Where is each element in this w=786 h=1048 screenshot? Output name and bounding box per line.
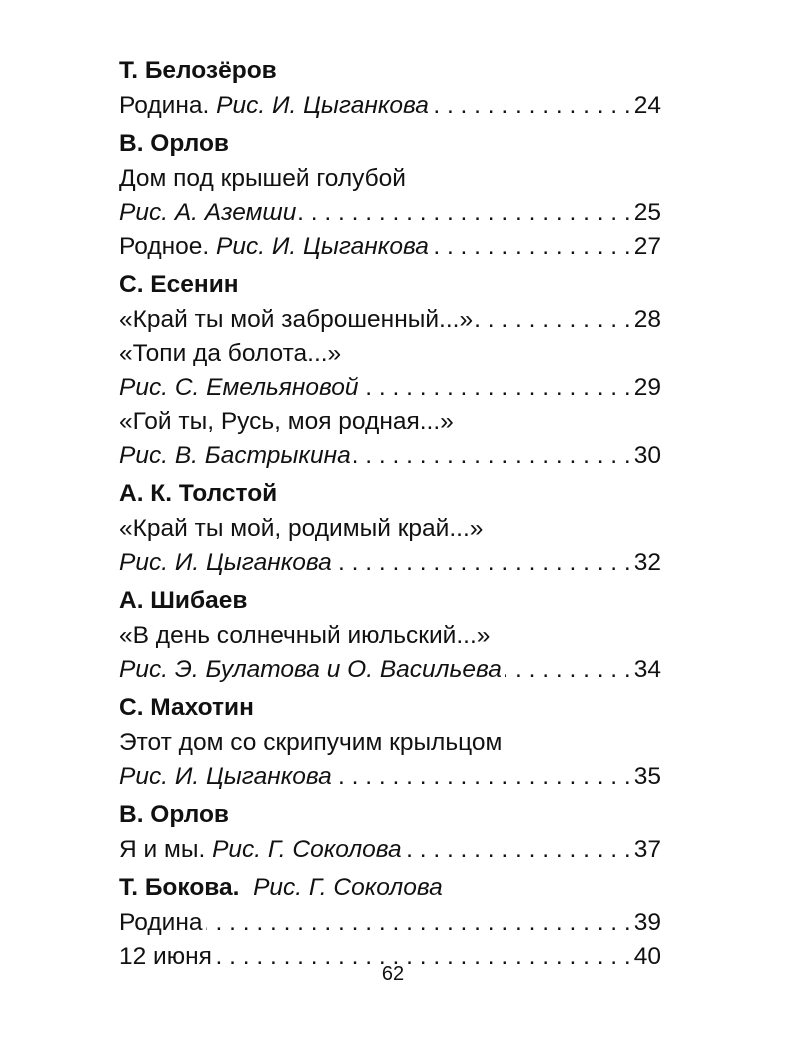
dot-leader <box>299 196 630 230</box>
toc-line[interactable] <box>119 89 661 123</box>
page-ref: 28 <box>633 306 661 333</box>
page-ref: 39 <box>633 909 661 936</box>
dot-leader <box>505 653 631 687</box>
dot-leader <box>432 89 631 123</box>
toc-line[interactable] <box>119 726 661 760</box>
poem-title: «Топи да болота...» <box>119 340 342 367</box>
dot-leader <box>476 303 631 337</box>
illustrator: Рис. Г. Соколова <box>253 874 443 901</box>
poem-title: «Край ты мой заброшенный...» <box>119 306 474 333</box>
author-heading: Т. Бокова. Рис. Г. Соколова <box>119 874 443 901</box>
illustrator: Рис. И. Цыганкова <box>216 92 429 119</box>
toc-line[interactable] <box>119 162 661 196</box>
toc-line[interactable] <box>119 196 661 230</box>
page-number: 62 <box>381 963 405 985</box>
dot-leader <box>335 760 631 794</box>
dot-leader <box>405 833 631 867</box>
toc-entry <box>119 584 661 687</box>
page-ref: 32 <box>633 549 661 576</box>
poem-title: Я и мы. <box>119 836 213 863</box>
illustrator: Рис. В. Бастрыкина <box>119 442 351 469</box>
author-name: С. Есенин <box>119 271 239 298</box>
toc-line[interactable] <box>119 371 661 405</box>
toc-entry <box>119 798 661 867</box>
illustrator: Рис. И. Цыганкова <box>119 549 332 576</box>
toc-line[interactable] <box>119 619 661 653</box>
toc-entry <box>119 871 661 974</box>
author-name: В. Орлов <box>119 801 229 828</box>
toc-line[interactable] <box>119 439 661 473</box>
author-name: А. К. Толстой <box>119 480 278 507</box>
author-name: С. Махотин <box>119 694 254 721</box>
toc-line[interactable] <box>119 906 661 940</box>
page-ref: 37 <box>633 836 661 863</box>
toc-line[interactable] <box>119 337 661 371</box>
toc-line[interactable] <box>119 512 661 546</box>
page-ref: 35 <box>633 763 661 790</box>
illustrator: Рис. А. Аземши <box>119 199 297 226</box>
page-ref: 40 <box>633 943 661 970</box>
toc-entry <box>119 127 661 264</box>
page-ref: 27 <box>633 233 661 260</box>
page-ref: 24 <box>633 92 661 119</box>
poem-title: «Гой ты, Русь, моя родная...» <box>119 408 454 435</box>
poem-title: Родина <box>119 909 203 936</box>
toc-line[interactable] <box>119 653 661 687</box>
poem-title: «В день солнечный июльский...» <box>119 622 491 649</box>
poem-title: Дом под крышей голубой <box>119 165 406 192</box>
poem-title: Этот дом со скрипучим крыльцом <box>119 729 503 756</box>
toc-entry <box>119 268 661 473</box>
toc-line[interactable] <box>119 230 661 264</box>
poem-title: Родина. <box>119 92 217 119</box>
dot-leader <box>354 439 631 473</box>
toc-line[interactable] <box>119 303 661 337</box>
toc-line[interactable] <box>119 405 661 439</box>
illustrator: Рис. И. Цыганкова <box>216 233 429 260</box>
dot-leader <box>362 371 631 405</box>
toc-entry <box>119 477 661 580</box>
page-ref: 29 <box>633 374 661 401</box>
toc-entry <box>119 54 661 123</box>
dot-leader <box>432 230 631 264</box>
poem-title: 12 июня <box>119 943 212 970</box>
dot-leader <box>335 546 631 580</box>
toc-line[interactable] <box>119 760 661 794</box>
author-name: В. Орлов <box>119 130 229 157</box>
illustrator: Рис. С. Емельяновой <box>119 374 359 401</box>
poem-title: Родное. <box>119 233 217 260</box>
illustrator: Рис. Г. Соколова <box>212 836 402 863</box>
illustrator: Рис. Э. Булатова и О. Васильева <box>119 656 502 683</box>
page-ref: 30 <box>633 442 661 469</box>
page-ref: 25 <box>633 199 661 226</box>
poem-title: «Край ты мой, родимый край...» <box>119 515 484 542</box>
dot-leader <box>206 906 631 940</box>
author-name: Т. Бокова <box>119 874 233 901</box>
author-name: А. Шибаев <box>119 587 248 614</box>
toc-line[interactable] <box>119 833 661 867</box>
toc-line[interactable] <box>119 546 661 580</box>
page-ref: 34 <box>633 656 661 683</box>
author-name: Т. Белозёров <box>119 57 277 84</box>
illustrator: Рис. И. Цыганкова <box>119 763 332 790</box>
table-of-contents <box>119 54 661 978</box>
toc-entry <box>119 691 661 794</box>
